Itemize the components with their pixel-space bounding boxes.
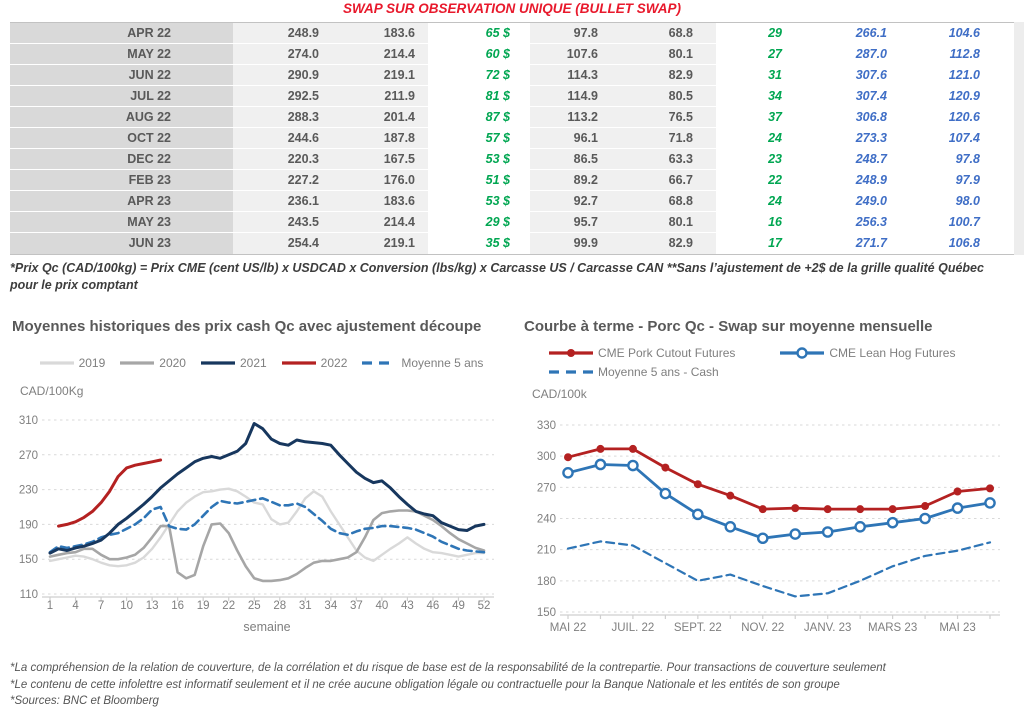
legend-line-sample [200, 357, 236, 369]
svg-text:28: 28 [273, 600, 287, 612]
cell-gain-cad: 81 $ [428, 86, 530, 107]
cell-filler [983, 191, 1014, 212]
svg-text:31: 31 [298, 600, 312, 612]
legend-item [548, 346, 735, 360]
svg-text:SEPT. 22: SEPT. 22 [673, 622, 722, 634]
cell-filler [983, 233, 1014, 254]
cell-qc-price: 227.2 [233, 170, 335, 191]
table-row [10, 170, 1014, 191]
svg-text:semaine: semaine [243, 620, 291, 634]
cell-cme-us-price: 82.9 [606, 233, 716, 254]
cell-cme-us-price: 66.7 [606, 170, 716, 191]
cell-gain-cad: 29 $ [428, 212, 530, 233]
legend-label: Moyenne 5 ans [401, 356, 484, 370]
svg-text:NOV. 22: NOV. 22 [741, 622, 785, 634]
cell-forward-us: 97.9 [890, 170, 983, 191]
right-chart-y-unit: CAD/100k [532, 387, 587, 401]
table-row [10, 149, 1014, 170]
cell-forward-us: 100.7 [890, 212, 983, 233]
cell-filler [983, 212, 1014, 233]
svg-text:240: 240 [536, 513, 556, 526]
cell-qc-price: 288.3 [233, 107, 335, 128]
document-title: SWAP SUR OBSERVATION UNIQUE (BULLET SWAP) [342, 1, 681, 16]
cell-gain-pct: 22 [716, 170, 785, 191]
cell-gain-pct: 29 [716, 23, 785, 44]
svg-text:230: 230 [18, 484, 38, 497]
cell-gain-cad: 51 $ [428, 170, 530, 191]
cell-forward-us: 120.6 [890, 107, 983, 128]
cell-cme-us-price: 80.5 [606, 86, 716, 107]
svg-text:34: 34 [324, 600, 338, 612]
cell-forward-qc: 307.6 [785, 65, 890, 86]
left-chart-y-unit: CAD/100Kg [20, 384, 84, 398]
cell-qc-price: 236.1 [233, 191, 335, 212]
svg-text:1: 1 [46, 600, 54, 612]
legend-line-sample [779, 347, 825, 359]
cell-gain-pct: 24 [716, 191, 785, 212]
table-row [10, 23, 1014, 44]
cell-forward-us: 97.8 [890, 149, 983, 170]
cell-filler [983, 86, 1014, 107]
legend-line-sample [548, 347, 594, 359]
svg-text:16: 16 [171, 600, 185, 612]
right-chart-legend-row2 [548, 365, 1024, 379]
table-row [10, 86, 1014, 107]
cell-forward-qc: 249.0 [785, 191, 890, 212]
cell-forward-qc: 273.3 [785, 128, 890, 149]
cell-month: DEC 22 [10, 149, 233, 170]
legend-item [119, 356, 186, 370]
cell-us-price: 113.2 [530, 107, 606, 128]
left-chart-legend [10, 356, 512, 370]
cell-us-price: 99.9 [530, 233, 606, 254]
cell-month: APR 23 [10, 191, 233, 212]
cell-forward-qc: 287.0 [785, 44, 890, 65]
svg-text:13: 13 [145, 600, 159, 612]
cell-month: AUG 22 [10, 107, 233, 128]
cell-month: OCT 22 [10, 128, 233, 149]
svg-text:150: 150 [536, 607, 556, 619]
cell-us-price: 114.9 [530, 86, 606, 107]
cell-cme-price: 201.4 [335, 107, 428, 128]
legend-line-sample [281, 357, 317, 369]
table-row [10, 44, 1014, 65]
forward-curve-line-chart-svg [522, 407, 1022, 653]
legend-line-sample [119, 357, 155, 369]
cell-month: APR 22 [10, 23, 233, 44]
historical-prices-line-chart-svg [10, 404, 510, 642]
cell-filler [983, 65, 1014, 86]
legend-label: 2022 [320, 356, 348, 370]
svg-text:43: 43 [401, 600, 414, 612]
footnote-line: *Le contenu de cette infolettre est informatif seulement et il ne crée aucune obligation légale ou contractuelle pour la Banque Nationale et les entités de son groupe [10, 678, 840, 691]
svg-text:210: 210 [536, 544, 556, 557]
cell-qc-price: 254.4 [233, 233, 335, 254]
table-row [10, 212, 1014, 233]
svg-text:MAI 23: MAI 23 [939, 622, 976, 634]
svg-text:110: 110 [19, 589, 38, 601]
cell-cme-us-price: 80.1 [606, 44, 716, 65]
cell-filler [983, 170, 1014, 191]
cell-gain-cad: 57 $ [428, 128, 530, 149]
table-row [10, 128, 1014, 149]
cell-cme-price: 211.9 [335, 86, 428, 107]
cell-gain-cad: 65 $ [428, 23, 530, 44]
cell-cme-price: 183.6 [335, 23, 428, 44]
swap-table [10, 22, 1014, 255]
cell-gain-pct: 31 [716, 65, 785, 86]
cell-filler [983, 149, 1014, 170]
cell-forward-qc: 266.1 [785, 23, 890, 44]
right-chart-title: Courbe à terme - Porc Qc - Swap sur moyenne mensuelle [524, 318, 933, 335]
legend-label: 2019 [78, 356, 106, 370]
svg-text:37: 37 [349, 600, 363, 612]
svg-text:7: 7 [97, 600, 105, 612]
cell-cme-us-price: 63.3 [606, 149, 716, 170]
left-chart-title: Moyennes historiques des prix cash Qc avec ajustement découpe [12, 318, 482, 335]
svg-text:10: 10 [120, 600, 133, 612]
cell-forward-us: 98.0 [890, 191, 983, 212]
cell-cme-price: 167.5 [335, 149, 428, 170]
cell-forward-us: 106.8 [948, 236, 980, 250]
cell-qc-price: 244.6 [233, 128, 335, 149]
svg-text:19: 19 [196, 600, 210, 612]
cell-cme-price: 214.4 [335, 44, 428, 65]
disclaimer-footnotes [10, 660, 1010, 710]
right-chart-legend-row1 [548, 346, 1024, 360]
cell-forward-qc: 307.4 [785, 86, 890, 107]
legend-label: CME Pork Cutout Futures [598, 346, 736, 360]
cell-gain-pct: 16 [716, 212, 785, 233]
svg-text:300: 300 [536, 451, 556, 464]
svg-text:JANV. 23: JANV. 23 [803, 622, 852, 634]
cell-us-price: 107.6 [530, 44, 606, 65]
table-right-edge-strip [1014, 22, 1024, 255]
cell-filler [983, 128, 1014, 149]
cell-cme-us-price: 82.9 [606, 65, 716, 86]
cell-forward-qc: 248.9 [785, 170, 890, 191]
cell-us-price: 95.7 [530, 212, 606, 233]
cell-month: JUN 23 [10, 233, 233, 254]
cell-forward-us: 104.6 [890, 23, 983, 44]
table-row [10, 107, 1014, 128]
legend-label: CME Lean Hog Futures [829, 346, 956, 360]
cell-gain-cad: 60 $ [428, 44, 530, 65]
cell-cme-us-price: 68.8 [606, 23, 716, 44]
cell-gain-cad: 35 $ [485, 236, 510, 250]
cell-us-price: 114.3 [530, 65, 606, 86]
forward-curve-chart [522, 318, 1024, 653]
cell-gain-cad: 53 $ [428, 191, 530, 212]
legend-item [39, 356, 106, 370]
legend-label: 2020 [159, 356, 186, 370]
legend-item [281, 356, 348, 370]
svg-text:40: 40 [375, 600, 389, 612]
cell-gain-pct: 34 [716, 86, 785, 107]
cell-gain-pct: 27 [716, 44, 785, 65]
cell-filler [983, 107, 1014, 128]
svg-text:270: 270 [536, 482, 556, 495]
historical-prices-chart [10, 318, 512, 642]
legend-item [548, 365, 719, 379]
svg-text:MAI 22: MAI 22 [549, 622, 587, 634]
cell-us-price: 96.1 [530, 128, 606, 149]
table-footnote: *Prix Qc (CAD/100kg) = Prix CME (cent US/lb) x USDCAD x Conversion (lbs/kg) x Carcasse US / Carcasse CAN **Sans l’ajustement de +2$ de la grille qualité Québec pour le prix comptant [10, 261, 984, 292]
svg-text:180: 180 [536, 575, 556, 588]
cell-gain-pct: 24 [716, 128, 785, 149]
cell-qc-price: 290.9 [233, 65, 335, 86]
cell-cme-price: 187.8 [335, 128, 428, 149]
cell-forward-qc: 271.7 [855, 236, 887, 250]
cell-cme-price: 176.0 [335, 170, 428, 191]
cell-cme-us-price: 71.8 [606, 128, 716, 149]
legend-item [200, 356, 267, 370]
cell-gain-cad: 87 $ [428, 107, 530, 128]
cell-month: JUN 22 [10, 65, 233, 86]
cell-qc-price: 248.9 [233, 23, 335, 44]
cell-gain-pct: 37 [716, 107, 785, 128]
cell-us-price: 89.2 [530, 170, 606, 191]
cell-cme-us-price: 76.5 [606, 107, 716, 128]
table-row [10, 233, 1014, 254]
svg-text:330: 330 [536, 420, 556, 432]
svg-text:25: 25 [247, 600, 261, 612]
svg-text:22: 22 [222, 600, 236, 612]
svg-text:310: 310 [18, 415, 38, 427]
cell-forward-qc: 306.8 [785, 107, 890, 128]
cell-forward-us: 121.0 [890, 65, 983, 86]
cell-qc-price: 274.0 [233, 44, 335, 65]
cell-us-price: 97.8 [530, 23, 606, 44]
legend-label: 2021 [239, 356, 267, 370]
cell-cme-us-price: 80.1 [606, 212, 716, 233]
svg-text:150: 150 [18, 554, 38, 567]
legend-line-sample [361, 357, 397, 369]
cell-cme-price: 183.6 [335, 191, 428, 212]
cell-cme-price: 219.1 [335, 233, 428, 254]
svg-text:52: 52 [477, 600, 491, 612]
cell-forward-qc: 248.7 [785, 149, 890, 170]
cell-us-price: 86.5 [530, 149, 606, 170]
legend-line-sample [548, 366, 594, 378]
cell-forward-qc: 256.3 [785, 212, 890, 233]
cell-gain-pct: 17 [768, 236, 782, 250]
svg-text:MARS 23: MARS 23 [868, 622, 918, 634]
cell-cme-us-price: 68.8 [606, 191, 716, 212]
legend-label: Moyenne 5 ans - Cash [598, 365, 719, 379]
cell-month: MAY 22 [10, 44, 233, 65]
legend-item [361, 356, 483, 370]
cell-forward-us: 107.4 [890, 128, 983, 149]
cell-forward-us: 112.8 [890, 44, 983, 65]
legend-line-sample [39, 357, 75, 369]
cell-forward-us: 120.9 [890, 86, 983, 107]
cell-filler [983, 23, 1014, 44]
cell-month: MAY 23 [10, 212, 233, 233]
cell-qc-price: 220.3 [233, 149, 335, 170]
footnote-line: *La compréhension de la relation de couverture, de la corrélation et du risque de base est de la responsabilité de la contrepartie. Pour transactions de couverture seulement [10, 662, 886, 674]
legend-item [779, 346, 955, 360]
cell-month: FEB 23 [10, 170, 233, 191]
svg-text:270: 270 [18, 449, 38, 462]
cell-gain-cad: 72 $ [428, 65, 530, 86]
svg-text:49: 49 [452, 600, 465, 612]
cell-qc-price: 243.5 [233, 212, 335, 233]
cell-qc-price: 292.5 [233, 86, 335, 107]
footnote-line: *Sources: BNC et Bloomberg [10, 695, 159, 708]
svg-text:4: 4 [72, 600, 79, 612]
svg-text:JUIL. 22: JUIL. 22 [611, 622, 655, 634]
cell-us-price: 92.7 [530, 191, 606, 212]
cell-filler [983, 44, 1014, 65]
svg-text:46: 46 [426, 600, 440, 612]
cell-gain-cad: 53 $ [428, 149, 530, 170]
cell-gain-pct: 23 [716, 149, 785, 170]
table-row [10, 65, 1014, 86]
cell-cme-price: 219.1 [335, 65, 428, 86]
cell-month: JUL 22 [10, 86, 233, 107]
svg-text:190: 190 [18, 519, 38, 532]
cell-cme-price: 214.4 [335, 212, 428, 233]
table-row [10, 191, 1014, 212]
